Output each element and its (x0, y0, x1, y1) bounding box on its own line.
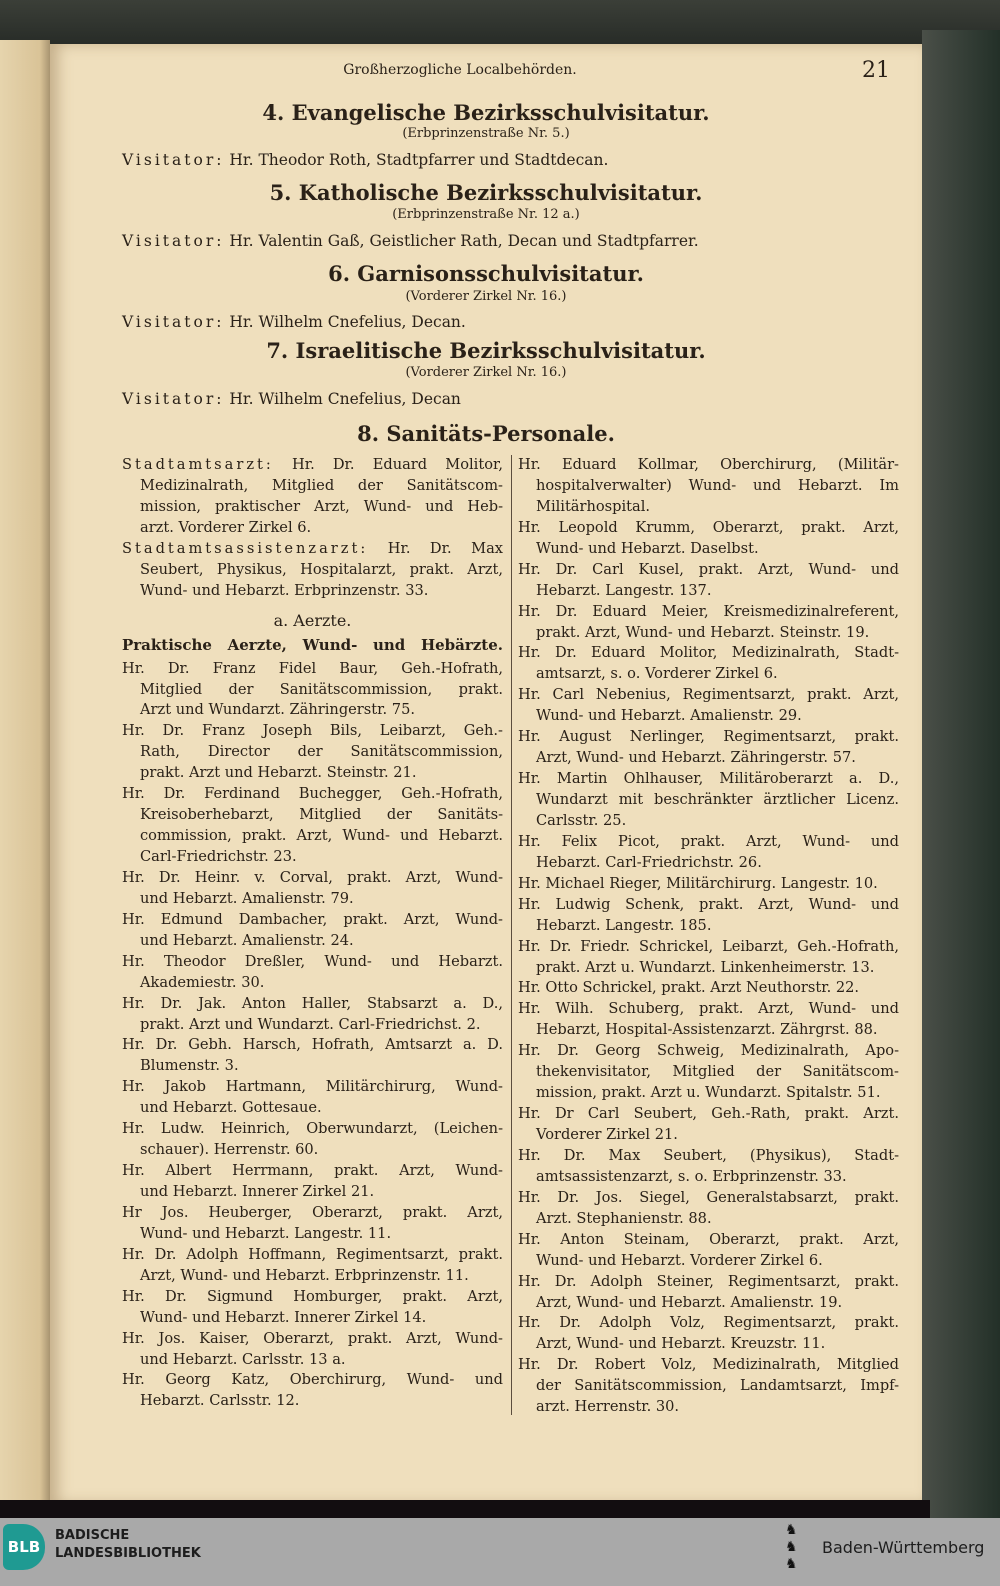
entry-text: Carlsstr. 25. (536, 811, 627, 829)
list-entry (122, 1329, 503, 1371)
entry-text: Hr. Dr. Friedr. Schrickel, Leibarzt, Geh.-Hofrath, (518, 937, 899, 955)
list-entry (518, 685, 899, 727)
section-title: 7. Israelitische Bezirksschulvisitatur. (266, 338, 706, 363)
visitator-text: Hr. Wilhelm Cnefelius, Decan. (229, 313, 466, 331)
entry-line (122, 1182, 503, 1203)
entry-text: Hr. Dr. Adolph Volz, Regimentsarzt, prakt. (518, 1314, 899, 1332)
list-entry (122, 1119, 503, 1161)
entry-line (122, 931, 503, 952)
entry-label: Stadtamtsarzt: (122, 456, 274, 473)
entry-line (122, 1391, 503, 1412)
entry-line (122, 680, 503, 701)
entry-line (518, 581, 899, 602)
entry-line (518, 685, 899, 706)
visitator-label: Visitator: (122, 232, 225, 250)
entry-text: Hr. Dr. Jos. Siegel, Generalstabsarzt, prakt. (518, 1188, 899, 1206)
entry-text: Hr. Dr. Eduard Meier, Kreismedizinalreferent, (518, 602, 899, 620)
entry-line (122, 1098, 503, 1119)
entry-line (518, 1209, 899, 1230)
entry-line (518, 958, 899, 979)
entry-line (122, 1329, 503, 1350)
entry-text: schauer). Herrenstr. 60. (140, 1141, 319, 1159)
entry-text: Hr Jos. Heuberger, Oberarzt, prakt. Arzt, (122, 1203, 503, 1221)
entry-line (518, 937, 899, 958)
entry-line (122, 1035, 503, 1056)
entry-line (518, 1167, 899, 1188)
list-entry (518, 895, 899, 937)
entry-text: Wund- und Hebarzt. Daselbst. (536, 539, 759, 557)
section-address: (Erbprinzenstraße Nr. 12 a.) (392, 207, 580, 222)
entry-line (518, 643, 899, 664)
entry-text: prakt. Arzt u. Wundarzt. Linkenheimerstr. 13. (536, 958, 875, 976)
entry-text: Hr. Ludw. Heinrich, Oberwundarzt, (Leichen- (122, 1120, 503, 1138)
list-entry (518, 1146, 899, 1188)
entry-text: Hr. Theodor Dreßler, Wund- und Hebarzt. (122, 952, 503, 970)
entry-line (518, 1251, 899, 1272)
entry-line (518, 832, 899, 853)
blb-logo[interactable]: BLB (3, 1524, 45, 1570)
library-name-line1: BADISCHE (55, 1528, 130, 1543)
entry-line (518, 999, 899, 1020)
entry-line (122, 1015, 503, 1036)
entry-text: Arzt, Wund- und Hebarzt. Amalienstr. 19. (536, 1293, 843, 1311)
entry-line (518, 748, 899, 769)
facing-page-edge (0, 40, 50, 1505)
entry-text: Vorderer Zirkel 21. (536, 1126, 678, 1143)
entry-text: Hr. Dr. Jak. Anton Haller, Stabsarzt a. D., (122, 994, 503, 1012)
entry-text: Hr. Felix Picot, prakt. Arzt, Wund- und (518, 832, 899, 850)
list-entry (518, 832, 899, 874)
entry-line (122, 476, 503, 497)
entry-line (518, 1230, 899, 1251)
list-entry (122, 1370, 503, 1412)
entry-line (518, 727, 899, 748)
entry-text: Hr. Wilh. Schuberg, prakt. Arzt, Wund- und (518, 1000, 899, 1018)
entry-text: Hr. August Nerlinger, Regimentsarzt, prakt. (518, 728, 899, 746)
entry-line (518, 811, 899, 832)
list-entry (518, 727, 899, 769)
list-entry (122, 1287, 503, 1329)
entry-text: Hr. Dr. Max Seubert, (Physikus), Stadt- (518, 1146, 899, 1164)
entry-text: Hr. Albert Herrmann, prakt. Arzt, Wund- (122, 1162, 503, 1180)
entry-label: Stadtamtsassistenzarzt: (122, 539, 369, 557)
entry-text: arzt. Herrenstr. 30. (536, 1398, 680, 1416)
entry-text: und Hebarzt. Gottesaue. (140, 1099, 322, 1117)
section-title: 4. Evangelische Bezirksschulvisitatur. (262, 100, 710, 125)
entry-line (518, 1313, 899, 1334)
entry-text: Akademiestr. 30. (140, 973, 265, 991)
list-entry (518, 978, 899, 999)
entry-line (122, 889, 503, 910)
list-entry (518, 1313, 899, 1355)
entry-line (122, 581, 503, 602)
entry-line (518, 769, 899, 790)
entry-text: Hr. Edmund Dambacher, prakt. Arzt, Wund- (122, 910, 503, 928)
entry-line (518, 1272, 899, 1293)
list-entry (518, 643, 899, 685)
subsection-subheading: Praktische Aerzte, Wund- und Hebärzte. (122, 635, 503, 654)
entry-line (122, 1119, 503, 1140)
book-cover-bottom (0, 1500, 930, 1518)
entry-line (122, 539, 503, 560)
visitator-line (122, 151, 608, 169)
list-entry (122, 539, 503, 602)
entry-text: Hr. Dr. Eduard Molitor, (291, 456, 503, 473)
entry-text: Hr. Anton Steinam, Oberarzt, prakt. Arzt, (518, 1230, 899, 1248)
entry-line (518, 1062, 899, 1083)
entry-text: der Sanitätscommission, Landamtsarzt, Impf- (536, 1377, 899, 1395)
entry-line (518, 1083, 899, 1104)
entry-line (518, 1104, 899, 1125)
entry-text: Medizinalrath, Mitglied der Sanitätscom- (140, 476, 503, 494)
entry-line (122, 1287, 503, 1308)
entry-line (122, 560, 503, 581)
entry-text: Wund- und Hebarzt. Erbprinzenstr. 33. (140, 581, 429, 599)
entry-text: prakt. Arzt und Hebarzt. Steinstr. 21. (140, 764, 417, 782)
entry-text: Arzt, Wund- und Hebarzt. Kreuzstr. 11. (536, 1335, 826, 1353)
section-title: 8. Sanitäts-Personale. (357, 421, 615, 446)
entry-line (122, 868, 503, 889)
entry-text: prakt. Arzt, Wund- und Hebarzt. Steinstr. 19. (536, 623, 870, 641)
entry-text: Militärhospital. (536, 497, 651, 515)
entry-line (122, 1077, 503, 1098)
entry-line (518, 1041, 899, 1062)
entry-line (518, 1397, 899, 1418)
entry-line (518, 455, 899, 476)
entry-line (518, 518, 899, 539)
entry-text: Hr. Dr. Ferdinand Buchegger, Geh.-Hofrath, (122, 785, 503, 803)
entry-line (122, 1350, 503, 1371)
entry-text: Kreisoberhebarzt, Mitglied der Sanitäts- (140, 806, 503, 824)
entry-text: Hr. Dr. Heinr. v. Corval, prakt. Arzt, Wund- (122, 868, 503, 886)
list-entry (518, 602, 899, 644)
entry-text: Hr. Dr. Franz Fidel Baur, Geh.-Hofrath, (122, 659, 503, 677)
entry-text: amtsarzt, s. o. Vorderer Zirkel 6. (536, 665, 778, 683)
entry-line (122, 1224, 503, 1245)
visitator-line (122, 232, 699, 250)
entry-text: Hr. Dr. Carl Kusel, prakt. Arzt, Wund- und (518, 560, 899, 578)
entry-text: commission, prakt. Arzt, Wund- und Hebarzt. (140, 827, 503, 845)
state-name[interactable]: Baden-Württemberg (822, 1538, 985, 1557)
entry-text: Hr. Dr. Sigmund Homburger, prakt. Arzt, (122, 1287, 503, 1305)
entry-line (122, 455, 503, 476)
entry-line (518, 476, 899, 497)
entry-line (518, 623, 899, 644)
entry-line (518, 1355, 899, 1376)
entry-line (122, 1308, 503, 1329)
list-entry (122, 910, 503, 952)
book-cover-top (0, 0, 1000, 48)
entry-text: prakt. Arzt und Wundarzt. Carl-Friedrichst. 2. (140, 1015, 481, 1033)
entry-line (518, 874, 899, 895)
section-address: (Vorderer Zirkel Nr. 16.) (405, 365, 567, 380)
entry-line (518, 1020, 899, 1041)
section-title: 6. Garnisonsschulvisitatur. (328, 261, 644, 286)
entry-text: mission, praktischer Arzt, Wund- und Heb- (140, 497, 503, 515)
entry-text: Arzt, Wund- und Hebarzt. Zähringerstr. 57. (536, 749, 856, 767)
entry-text: amtsassistenzarzt, s. o. Erbprinzenstr. 33. (536, 1167, 847, 1185)
list-entry (518, 769, 899, 832)
visitator-text: Hr. Valentin Gaß, Geistlicher Rath, Decan und Stadtpfarrer. (229, 232, 699, 250)
entry-line (518, 560, 899, 581)
entry-text: Hr. Martin Ohlhauser, Militäroberarzt a. D., (518, 770, 899, 788)
entry-line (122, 784, 503, 805)
entry-text: Hr. Dr. Robert Volz, Medizinalrath, Mitglied (518, 1356, 899, 1374)
entry-line (518, 916, 899, 937)
entry-line (518, 978, 899, 999)
entry-line (518, 1293, 899, 1314)
entry-text: Carl-Friedrichstr. 23. (140, 848, 297, 865)
entry-text: Rath, Director der Sanitätscommission, (140, 743, 503, 761)
entry-text: Hr. Dr. Georg Schweig, Medizinalrath, Apo- (518, 1042, 899, 1060)
list-entry (518, 1041, 899, 1104)
entry-text: Hebarzt. Langestr. 137. (536, 581, 712, 599)
list-entry (518, 874, 899, 895)
list-entry (518, 560, 899, 602)
entry-line (122, 1140, 503, 1161)
left-column (122, 455, 503, 1412)
list-entry (122, 455, 503, 539)
visitator-text: Hr. Wilhelm Cnefelius, Decan (229, 390, 461, 408)
entry-line (122, 659, 503, 680)
entry-text: Arzt. Stephanienstr. 88. (536, 1209, 712, 1227)
list-entry (518, 518, 899, 560)
entry-text: und Hebarzt. Amalienstr. 24. (140, 931, 354, 949)
section-title: 5. Katholische Bezirksschulvisitatur. (269, 180, 703, 205)
entry-text: Blumenstr. 3. (140, 1057, 239, 1075)
entry-text: Hr. Dr. Eduard Molitor, Medizinalrath, Stadt- (518, 644, 899, 662)
entry-text: Hr. Georg Katz, Oberchirurg, Wund- und (122, 1371, 503, 1389)
section-address: (Vorderer Zirkel Nr. 16.) (405, 289, 567, 304)
entry-line (518, 1125, 899, 1146)
list-entry (122, 1161, 503, 1203)
entry-line (122, 1370, 503, 1391)
entry-text: Hr. Dr Carl Seubert, Geh.-Rath, prakt. Arzt. (518, 1105, 899, 1123)
entry-line (518, 1376, 899, 1397)
three-lions-icon: ♞ ♞ ♞ (785, 1522, 798, 1572)
list-entry (518, 1230, 899, 1272)
list-entry (122, 1245, 503, 1287)
entry-text: Hebarzt. Carlsstr. 12. (140, 1392, 300, 1410)
entry-line (518, 664, 899, 685)
visitator-label: Visitator: (122, 151, 225, 169)
entry-line (518, 790, 899, 811)
library-name-line2: LANDESBIBLIOTHEK (55, 1546, 201, 1561)
entry-line (518, 1188, 899, 1209)
list-entry (122, 1203, 503, 1245)
entry-line (122, 994, 503, 1015)
entry-text: Hr. Dr. Adolph Steiner, Regimentsarzt, prakt. (518, 1272, 899, 1290)
entry-line (122, 742, 503, 763)
visitator-line (122, 313, 466, 331)
entry-text: Hebarzt. Langestr. 185. (536, 916, 712, 934)
book-cover-edge (922, 30, 1000, 1520)
library-name[interactable] (55, 1527, 201, 1563)
entry-text: Hebarzt, Hospital-Assistenzarzt. Zährgrst. 88. (536, 1021, 878, 1039)
list-entry (518, 937, 899, 979)
list-entry (122, 1077, 503, 1119)
entry-line (122, 805, 503, 826)
entry-text: Hr. Dr. Gebh. Harsch, Hofrath, Amtsarzt a. D. (122, 1036, 503, 1054)
entry-text: und Hebarzt. Carlsstr. 13 a. (140, 1350, 346, 1368)
entry-line (518, 602, 899, 623)
entry-line (518, 706, 899, 727)
entry-text: Hr. Leopold Krumm, Oberarzt, prakt. Arzt, (518, 518, 899, 536)
list-entry (122, 994, 503, 1036)
footer-bar (0, 1518, 1000, 1586)
entry-text: Hr. Ludwig Schenk, prakt. Arzt, Wund- und (518, 895, 899, 913)
list-entry (122, 659, 503, 722)
entry-line (518, 895, 899, 916)
entry-text: Hr. Dr. Max (387, 539, 503, 557)
column-divider (511, 455, 512, 1415)
entry-text: und Hebarzt. Innerer Zirkel 21. (140, 1183, 375, 1200)
entry-text: Hr. Eduard Kollmar, Oberchirurg, (Militär- (518, 456, 899, 473)
entry-line (122, 910, 503, 931)
list-entry (518, 1272, 899, 1314)
entry-text: hospitalverwalter) Wund- und Hebarzt. Im (536, 476, 899, 494)
entry-text: Hr. Dr. Adolph Hoffmann, Regimentsarzt, prakt. (122, 1245, 503, 1263)
entry-line (122, 1161, 503, 1182)
entry-text: Arzt und Wundarzt. Zähringerstr. 75. (140, 701, 415, 719)
entry-line (518, 497, 899, 518)
page-number: 21 (862, 58, 890, 83)
entry-line (518, 539, 899, 560)
entry-text: und Hebarzt. Amalienstr. 79. (140, 889, 354, 907)
visitator-label: Visitator: (122, 390, 225, 408)
list-entry (122, 721, 503, 784)
entry-text: thekenvisitator, Mitglied der Sanitätscom- (536, 1063, 899, 1081)
running-head: Großherzogliche Localbehörden. (343, 62, 577, 78)
list-entry (518, 1355, 899, 1418)
entry-text: Wund- und Hebarzt. Innerer Zirkel 14. (140, 1308, 427, 1326)
entry-text: Hr. Jos. Kaiser, Oberarzt, prakt. Arzt, Wund- (122, 1329, 503, 1347)
entry-text: Wund- und Hebarzt. Langestr. 11. (140, 1224, 392, 1242)
entry-text: Seubert, Physikus, Hospitalarzt, prakt. Arzt, (140, 560, 503, 578)
entry-line (122, 1266, 503, 1287)
visitator-text: Hr. Theodor Roth, Stadtpfarrer und Stadtdecan. (229, 151, 609, 169)
list-entry (122, 952, 503, 994)
entry-text: Wundarzt mit beschränkter ärztlicher Licenz. (536, 791, 899, 808)
subsection-heading: a. Aerzte. (273, 610, 352, 630)
entry-line (122, 847, 503, 868)
entry-line (518, 1334, 899, 1355)
right-column (518, 455, 899, 1418)
entry-line (122, 763, 503, 784)
entry-line (122, 826, 503, 847)
visitator-label: Visitator: (122, 313, 225, 331)
entry-line (122, 973, 503, 994)
entry-line (122, 700, 503, 721)
entry-text: Mitglied der Sanitätscommission, prakt. (140, 680, 503, 698)
entry-text: Arzt, Wund- und Hebarzt. Erbprinzenstr. 11. (140, 1266, 469, 1284)
entry-line (122, 497, 503, 518)
entry-line (122, 1203, 503, 1224)
entry-line (122, 721, 503, 742)
entry-line (518, 853, 899, 874)
entry-line (122, 518, 503, 539)
list-entry (518, 455, 899, 518)
entry-text: arzt. Vorderer Zirkel 6. (140, 518, 312, 536)
entry-text: Wund- und Hebarzt. Vorderer Zirkel 6. (536, 1251, 823, 1269)
entry-line (518, 1146, 899, 1167)
list-entry (122, 784, 503, 868)
entry-line (122, 1245, 503, 1266)
list-entry (122, 1035, 503, 1077)
entry-text: Hr. Carl Nebenius, Regimentsarzt, prakt. Arzt, (518, 686, 899, 704)
list-entry (122, 868, 503, 910)
entry-text: Hr. Dr. Franz Joseph Bils, Leibarzt, Geh.- (122, 722, 503, 740)
section-address: (Erbprinzenstraße Nr. 5.) (402, 126, 570, 141)
entry-text: Hr. Jakob Hartmann, Militärchirurg, Wund- (122, 1078, 503, 1096)
list-entry (518, 999, 899, 1041)
entry-text: Hr. Otto Schrickel, prakt. Arzt Neuthorstr. 22. (518, 979, 860, 997)
entry-text: mission, prakt. Arzt u. Wundarzt. Spitalstr. 51. (536, 1084, 881, 1102)
entry-line (122, 1056, 503, 1077)
entry-text: Hebarzt. Carl-Friedrichstr. 26. (536, 853, 762, 871)
entry-text: Hr. Michael Rieger, Militärchirurg. Langestr. 10. (518, 874, 878, 892)
entry-text: Wund- und Hebarzt. Amalienstr. 29. (536, 707, 802, 725)
entry-line (122, 952, 503, 973)
list-entry (518, 1104, 899, 1146)
visitator-line (122, 390, 461, 408)
list-entry (518, 1188, 899, 1230)
